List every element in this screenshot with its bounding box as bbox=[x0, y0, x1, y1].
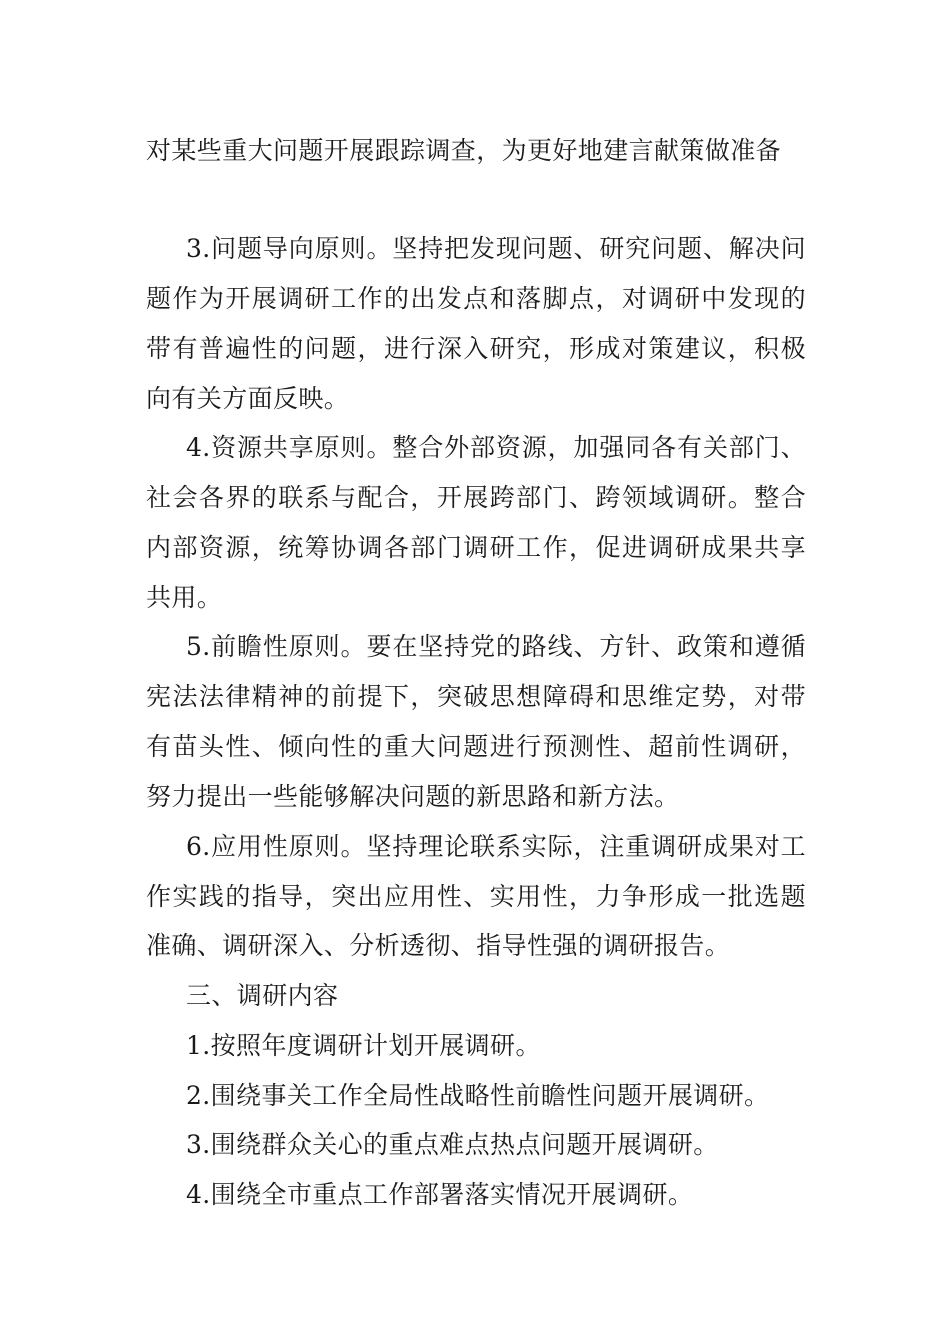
principle-3-line-3: 带有普遍性的问题，进行深入研究，形成对策建议，积极 bbox=[146, 334, 806, 363]
section-3-item-3: 3.围绕群众关心的重点难点热点问题开展调研。 bbox=[186, 1130, 719, 1159]
principle-4-line-3: 内部资源，统筹协调各部门调研工作，促进调研成果共享 bbox=[146, 533, 806, 562]
principle-5-line-1: 5.前瞻性原则。要在坚持党的路线、方针、政策和遵循 bbox=[186, 632, 806, 661]
section-3-heading: 三、调研内容 bbox=[186, 981, 339, 1010]
principle-6-line-2: 作实践的指导，突出应用性、实用性，力争形成一批选题 bbox=[146, 882, 806, 911]
principle-3-line-1: 3.问题导向原则。坚持把发现问题、研究问题、解决问 bbox=[186, 234, 806, 263]
section-3-item-2: 2.围绕事关工作全局性战略性前瞻性问题开展调研。 bbox=[186, 1081, 770, 1110]
principle-3-line-4: 向有关方面反映。 bbox=[146, 384, 350, 413]
principle-4-line-1: 4.资源共享原则。整合外部资源，加强同各有关部门、 bbox=[186, 433, 806, 462]
principle-5-line-4: 努力提出一些能够解决问题的新思路和新方法。 bbox=[146, 782, 680, 811]
principle-4-line-2: 社会各界的联系与配合，开展跨部门、跨领域调研。整合 bbox=[146, 483, 806, 512]
principle-5-line-3: 有苗头性、倾向性的重大问题进行预测性、超前性调研， bbox=[146, 732, 806, 761]
principle-6-line-1: 6.应用性原则。坚持理论联系实际，注重调研成果对工 bbox=[186, 832, 806, 861]
principle-5-line-2: 宪法法律精神的前提下，突破思想障碍和思维定势，对带 bbox=[146, 682, 806, 711]
principle-3-line-2: 题作为开展调研工作的出发点和落脚点，对调研中发现的 bbox=[146, 284, 806, 313]
section-3-item-1: 1.按照年度调研计划开展调研。 bbox=[186, 1031, 541, 1060]
section-3-item-4: 4.围绕全市重点工作部署落实情况开展调研。 bbox=[186, 1180, 694, 1209]
principle-4-line-4: 共用。 bbox=[146, 583, 223, 612]
principle-6-line-3: 准确、调研深入、分析透彻、指导性强的调研报告。 bbox=[146, 931, 731, 960]
continuation-line: 对某些重大问题开展跟踪调查，为更好地建言献策做准备 bbox=[146, 136, 782, 165]
